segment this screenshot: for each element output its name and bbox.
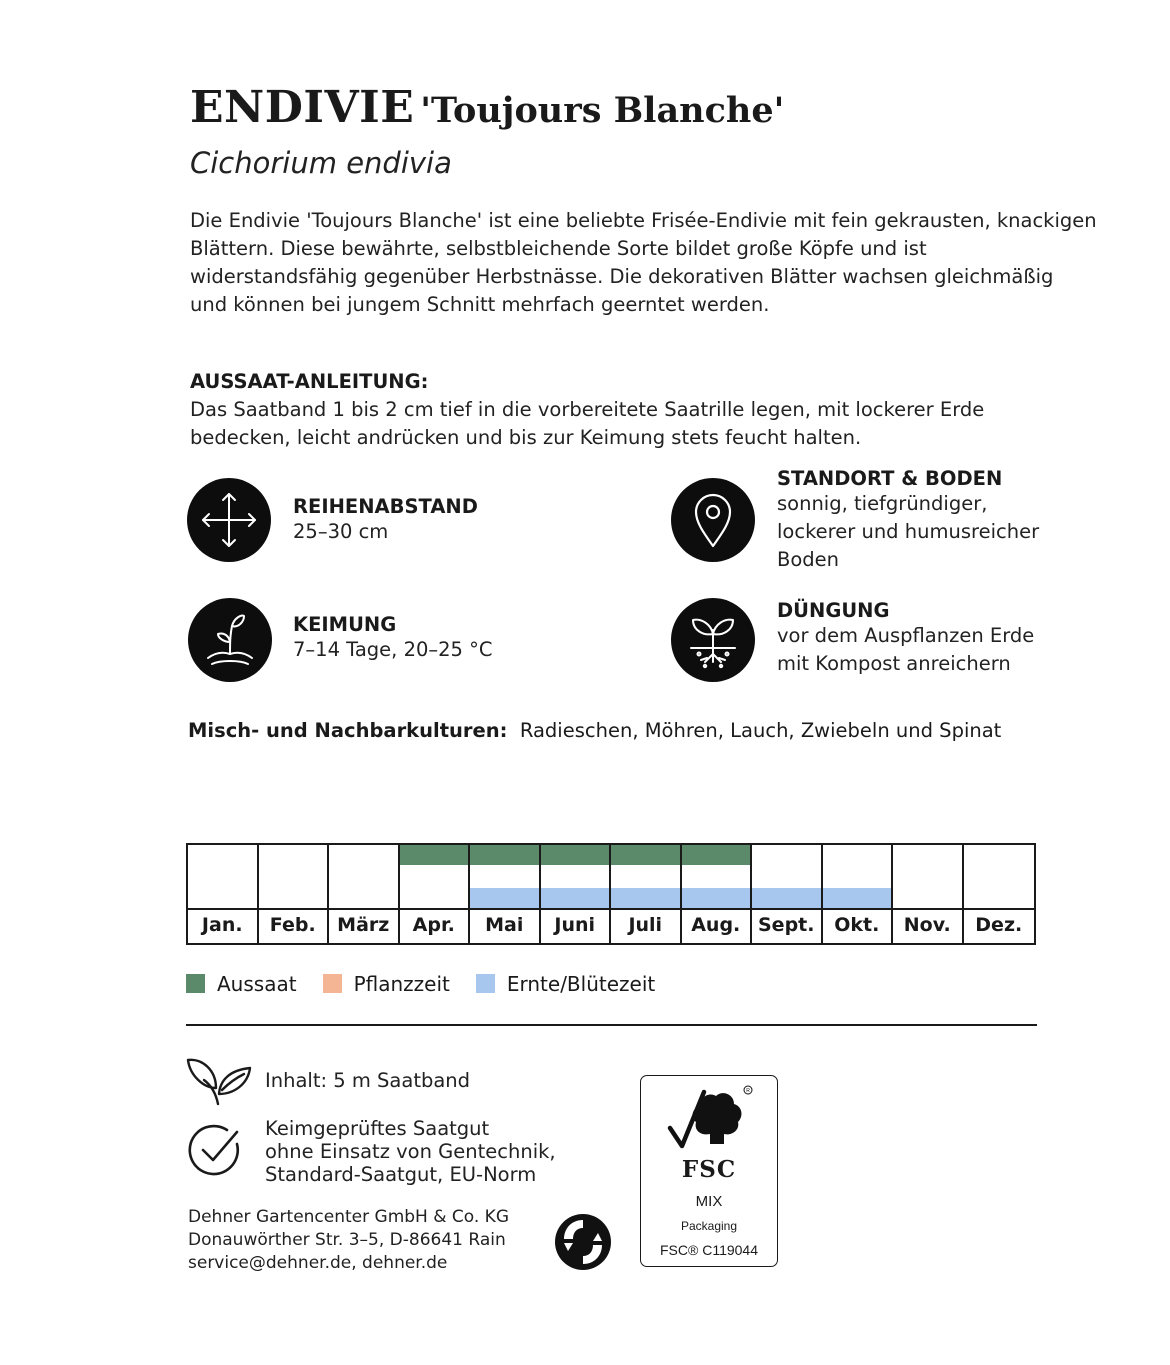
description-line: und können bei jungem Schnitt mehrfach geerntet werden. [190,293,770,316]
product-title [190,82,785,133]
fertilizing-block [777,599,1034,678]
sowing-heading: AUSSAAT-ANLEITUNG: [190,370,429,393]
location-heading: STANDORT & BODEN [777,467,1003,490]
green-dot-icon [554,1213,612,1275]
calendar-month [259,845,330,943]
legend-label: Aussaat [217,972,297,996]
location-line: sonnig, tiefgründiger, [777,492,988,515]
quality-line: ohne Einsatz von Gentechnik, [265,1140,556,1163]
quality-line: Keimgeprüftes Saatgut [265,1117,490,1140]
calendar-month-label: Feb. [259,908,328,943]
calendar-legend [186,972,681,996]
calendar-month [964,845,1035,943]
sowing-bar [541,845,610,865]
companion-crops [188,719,1001,742]
germination-value [293,636,493,664]
calendar-month-label: Sept. [752,908,821,943]
description-line: Blättern. Diese bewährte, selbstbleichende Sorte bildet große Köpfe und ist [190,237,927,260]
legend-swatch [476,974,495,993]
calendar-month [893,845,964,943]
fertilizing-line: vor dem Auspflanzen Erde [777,624,1035,647]
harvest-bar [823,888,892,908]
germination-heading: KEIMUNG [293,613,397,636]
sowing-line: bedecken, leicht andrücken und bis zur Keimung stets feucht halten. [190,426,862,449]
description-line: widerstandsfähig gegenüber Herbstnässe. Die dekorativen Blätter wachsen gleichmäßig [190,265,1054,288]
fsc-packaging: Packaging [680,1219,738,1233]
calendar-month-label: Mai [470,908,539,943]
legend-label: Ernte/Blütezeit [506,972,656,996]
quality-line: Standard-Saatgut, EU-Norm [265,1163,537,1186]
calendar-month-label: Okt. [823,908,892,943]
checkmark-circle-icon [187,1122,243,1182]
divider [186,1024,1037,1026]
seedling-icon [188,598,272,682]
leaf-icon [186,1054,252,1110]
calendar-month [541,845,612,943]
calendar-month-label: Dez. [964,908,1035,943]
calendar-month-label: Juni [541,908,610,943]
sowing-bar [682,845,751,865]
calendar-month-label: März [329,908,398,943]
fertilizing-heading: DÜNGUNG [777,599,890,622]
calendar-month [400,845,471,943]
location-line: Boden [777,548,840,571]
legend-swatch [323,974,342,993]
harvest-bar [682,888,751,908]
legend-label: Pflanzzeit [353,972,450,996]
svg-text:R: R [746,1088,750,1094]
harvest-bar [470,888,539,908]
row-spacing-block [293,495,478,546]
germination-block [293,613,493,664]
calendar-month-label: Nov. [893,908,962,943]
legend-item [186,972,297,996]
fsc-wordmark: FSC [681,1156,737,1183]
legend-item [323,972,450,996]
location-line: lockerer und humusreicher [777,520,1040,543]
legend-item [476,972,655,996]
address-line: service@dehner.de, dehner.de [188,1253,448,1273]
calendar-month-label: Juli [611,908,680,943]
description [190,207,1097,319]
content-info: Inhalt: 5 m Saatband [265,1069,471,1092]
legend-swatch [186,974,205,993]
calendar-month [329,845,400,943]
sowing-bar [400,845,469,865]
location-pin-icon [671,478,755,562]
companion-crops-value: Radieschen, Möhren, Lauch, Zwiebeln und Spinat [519,719,1002,742]
location-value [777,490,1039,574]
row-spacing-line: 25–30 cm [293,520,389,543]
calendar-month [752,845,823,943]
fertilizing-value [777,622,1034,678]
calendar-month-label: Apr. [400,908,469,943]
row-spacing-heading: REIHENABSTAND [293,495,478,518]
harvest-bar [541,888,610,908]
quality-info [265,1117,556,1186]
calendar-month [611,845,682,943]
product-name: ENDIVIE [190,82,415,133]
sowing-calendar [186,843,1036,945]
description-line: Die Endivie 'Toujours Blanche' ist eine beliebte Frisée-Endivie mit fein gekrausten, knackigen [190,209,1097,232]
calendar-month [470,845,541,943]
sowing-bar [611,845,680,865]
calendar-month [823,845,894,943]
fertilizing-line: mit Kompost anreichern [777,652,1011,675]
harvest-bar [611,888,680,908]
product-variety: 'Toujours Blanche' [420,90,785,131]
row-spacing-value [293,518,478,546]
fsc-logo [640,1075,778,1267]
harvest-bar [752,888,821,908]
sowing-line: Das Saatband 1 bis 2 cm tief in die vorbereitete Saatrille legen, mit lockerer Erde [190,398,985,421]
companion-crops-label: Misch- und Nachbarkulturen: [188,719,508,742]
fsc-mix: MIX [695,1193,723,1210]
latin-name: Cichorium endivia [190,146,452,180]
fsc-code: FSC® C119044 [660,1242,758,1258]
sowing-text [190,396,984,452]
plant-roots-icon [671,598,755,682]
row-spacing-icon [187,478,271,562]
germination-line: 7–14 Tage, 20–25 °C [293,638,493,661]
calendar-month-label: Jan. [188,908,257,943]
sowing-bar [470,845,539,865]
company-address [188,1206,509,1275]
address-line: Dehner Gartencenter GmbH & Co. KG [188,1207,509,1227]
calendar-month-label: Aug. [682,908,751,943]
fsc-tree-icon [666,1084,756,1156]
location-block [777,467,1039,574]
calendar-month [188,845,259,943]
calendar-month [682,845,753,943]
address-line: Donauwörther Str. 3–5, D-86641 Rain [188,1230,506,1250]
